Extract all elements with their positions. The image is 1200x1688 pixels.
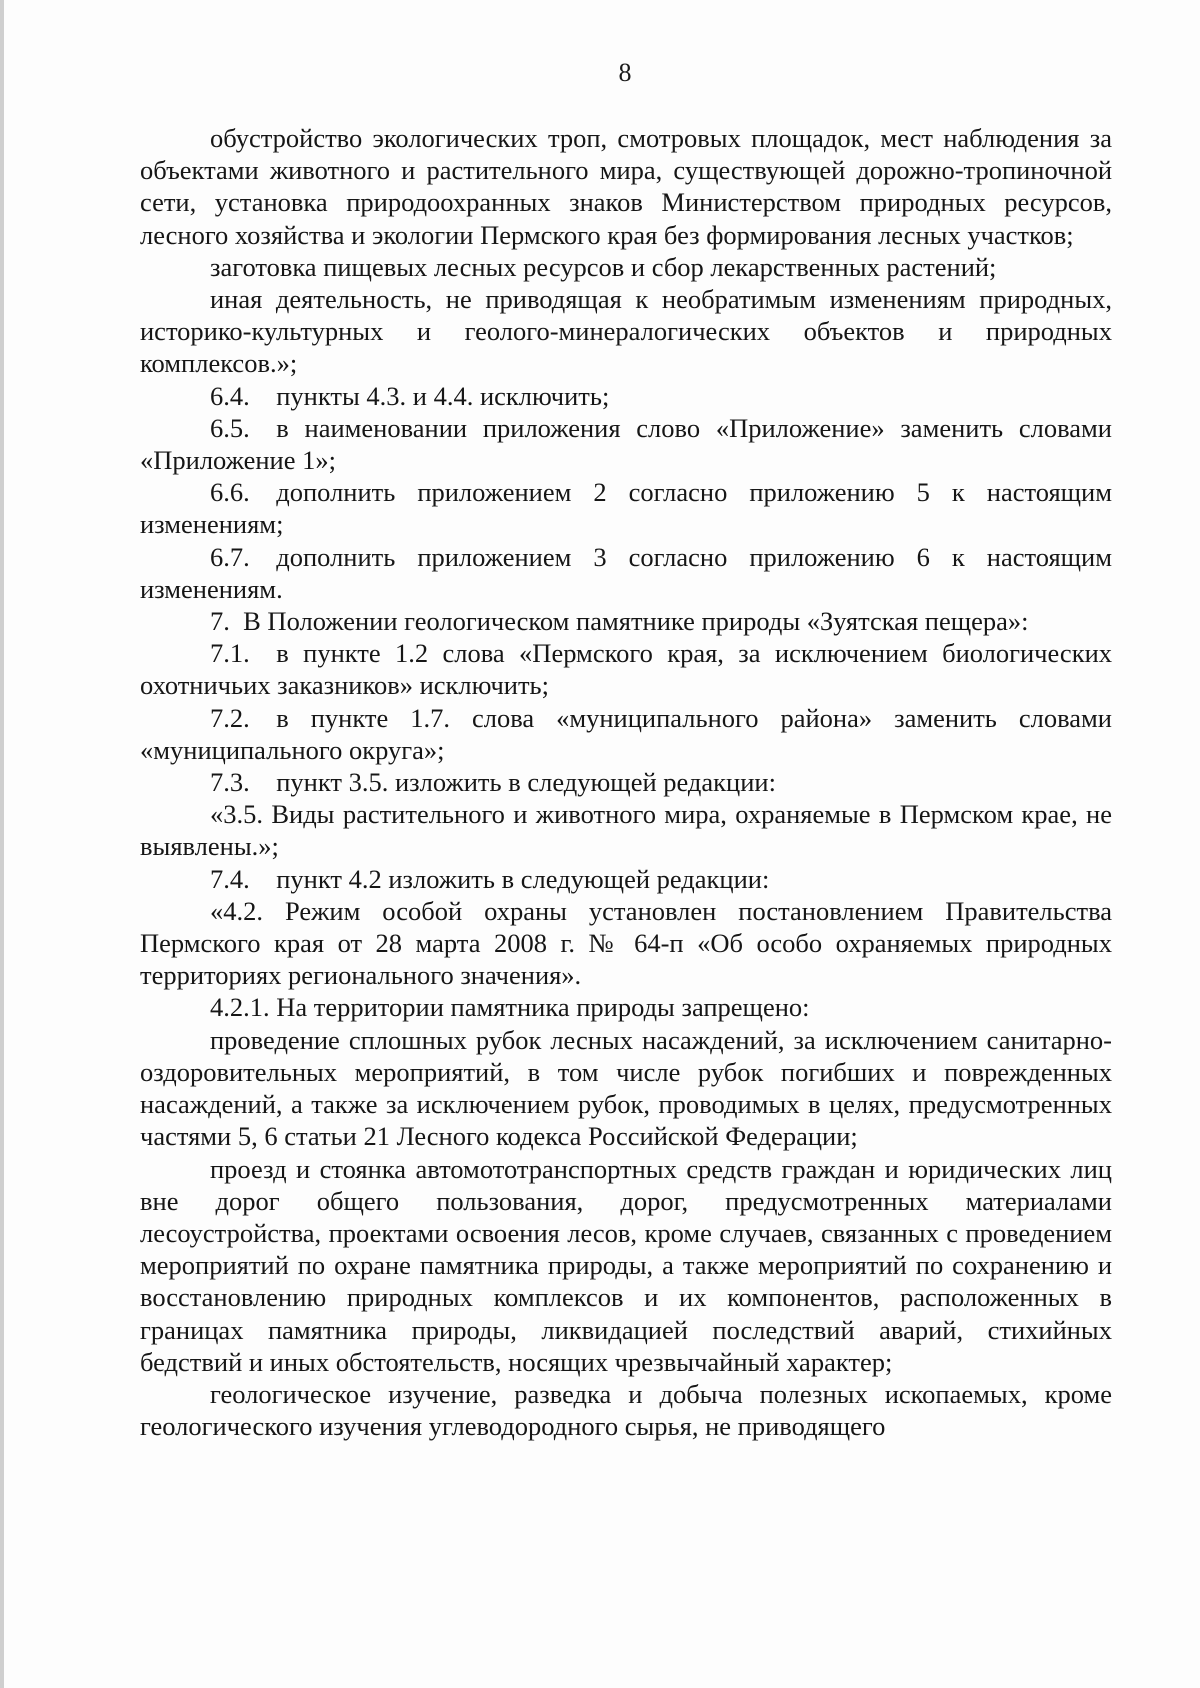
paragraph-item-7-2: 7.2. в пункте 1.7. слова «муниципального района» заменить словами «муниципального округа»;: [140, 702, 1112, 765]
paragraph-trails-clause: обустройство экологических троп, смотровых площадок, мест наблюдения за объектами животного и растительного мира, существующей дорожно-тропиночной сети, установка природоохранных знаков Министерством природных ресурсов, лесного хозяйства и экологии Пермского края без формирования лесных участков;: [140, 123, 1112, 250]
paragraph-item-6-4: 6.4. пункты 4.3. и 4.4. исключить;: [210, 380, 610, 411]
paragraph-item-6-6: 6.6. дополнить приложением 2 согласно приложению 5 к настоящим изменениям;: [140, 477, 1112, 540]
paragraph-geology-prohibition: геологическое изучение, разведка и добыча полезных ископаемых, кроме геологического изучения углеводородного сырья, не приводящего: [140, 1378, 1112, 1442]
page-edge: [0, 0, 4, 1688]
paragraph-vehicle-prohibition: проезд и стоянка автомототранспортных средств граждан и юридических лиц вне дорог общего пользования, дорог, предусмотренных материалами лесоустройства, проектами освоения лесов, кроме случаев, связанных с проведением мероприятий по охране памятника природы, а также мероприятий по сохранению и восстановлению природных комплексов и их компонентов, расположенных в границах памятника природы, ликвидацией последствий аварий, стихийных бедствий и иных обстоятельств, носящих чрезвычайный характер;: [140, 1153, 1112, 1377]
paragraph-item-4-2-1: 4.2.1. На территории памятника природы запрещено:: [210, 992, 810, 1023]
paragraph-item-7-3: 7.3. пункт 3.5. изложить в следующей редакции:: [210, 767, 776, 798]
paragraph-other-activity: иная деятельность, не приводящая к необратимым изменениям природных, историко-культурных и геолого-минералогических объектов и природных комплексов.»;: [140, 284, 1112, 379]
paragraph-item-7: 7. В Положении геологическом памятнике природы «Зуятская пещера»:: [210, 606, 1029, 637]
document-body: [140, 122, 1112, 1442]
page-number: 8: [618, 58, 632, 87]
paragraph-item-6-7: 6.7. дополнить приложением 3 согласно приложению 6 к настоящим изменениям.: [140, 541, 1112, 604]
paragraph-food-resources: заготовка пищевых лесных ресурсов и сбор лекарственных растений;: [210, 251, 997, 282]
paragraph-logging-prohibition: проведение сплошных рубок лесных насаждений, за исключением санитарно-оздоровительных мероприятий, в том числе рубок погибших и поврежденных насаждений, а также за исключением рубок, проводимых в целях, предусмотренных частями 5, 6 статьи 21 Лесного кодекса Российской Федерации;: [140, 1024, 1112, 1152]
paragraph-quote-4-2: «4.2. Режим особой охраны установлен постановлением Правительства Пермского края от 28 марта 2008 г. № 64-п «Об особо охраняемых природных территориях регионального значения».: [140, 895, 1112, 991]
paragraph-item-6-5: 6.5. в наименовании приложения слово «Приложение» заменить словами «Приложение 1»;: [140, 412, 1112, 476]
paragraph-item-7-4: 7.4. пункт 4.2 изложить в следующей редакции:: [210, 863, 770, 894]
paragraph-item-7-1: 7.1. в пункте 1.2 слова «Пермского края, за исключением биологических охотничьих заказников» исключить;: [140, 638, 1112, 701]
paragraph-quote-3-5: «3.5. Виды растительного и животного мира, охраняемые в Пермском крае, не выявлены.»;: [140, 799, 1112, 862]
